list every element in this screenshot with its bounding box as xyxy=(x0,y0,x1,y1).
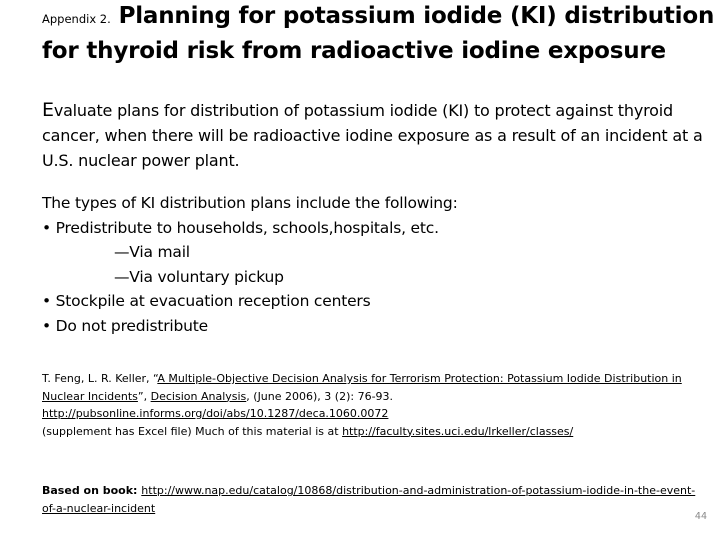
page-number: 44 xyxy=(694,511,707,522)
based-on-label: Based on book: xyxy=(42,484,142,497)
list-item-no-predistribute: • Do not predistribute xyxy=(42,316,208,335)
list-item-predistribute: • Predistribute to households, schools,hospitals, etc. xyxy=(42,218,439,237)
supplement-note: (supplement has Excel file) Much of this material is at xyxy=(42,424,343,438)
list-item-stockpile: • Stockpile at evacuation reception centers xyxy=(42,292,371,310)
intro-text: valuate plans for distribution of potassium iodide (KI) to protect against thyroid cancer, when there will be radioactive iodine exposure as a result of an incident at a U.S. nuclear power plant. xyxy=(42,101,703,170)
reference-block xyxy=(42,370,717,440)
intro-first-letter: E xyxy=(42,99,54,121)
reference-authors: T. Feng, L. R. Keller, “ xyxy=(42,372,158,385)
reference-after-title: ”, xyxy=(137,389,151,403)
slide-title xyxy=(42,0,714,67)
doi-link[interactable]: http://pubsonline.informs.org/doi/abs/10.1287/deca.1060.0072 xyxy=(42,407,389,420)
journal-link[interactable]: Decision Analysis xyxy=(150,389,247,403)
reference-details: , (June 2006), 3 (2): 76-93. xyxy=(246,389,394,403)
nap-book-link[interactable]: http://www.nap.edu/catalog/10868/distribution-and-administration-of-potassium-iodide-in-the-event-of-a-nuclear-incident xyxy=(42,484,696,515)
list-subitem-pickup: —Via voluntary pickup xyxy=(114,267,284,286)
classes-link[interactable]: http://faculty.sites.uci.edu/lrkeller/classes/ xyxy=(342,424,574,438)
appendix-label: Appendix 2. xyxy=(42,12,111,26)
based-on-block xyxy=(42,482,697,517)
ki-plan-types xyxy=(42,191,712,338)
title-line-1: Planning for potassium iodide (KI) distribution xyxy=(118,3,715,29)
list-subitem-mail: —Via mail xyxy=(114,243,190,261)
intro-paragraph xyxy=(42,98,720,173)
title-line-2: for thyroid risk from radioactive iodine exposure xyxy=(42,38,666,64)
paper-title-link[interactable]: A Multiple-Objective Decision Analysis for Terrorism Protection: Potassium Iodide Distribution in Nuclear Incidents xyxy=(42,372,682,403)
types-heading: The types of KI distribution plans include the following: xyxy=(42,194,458,212)
